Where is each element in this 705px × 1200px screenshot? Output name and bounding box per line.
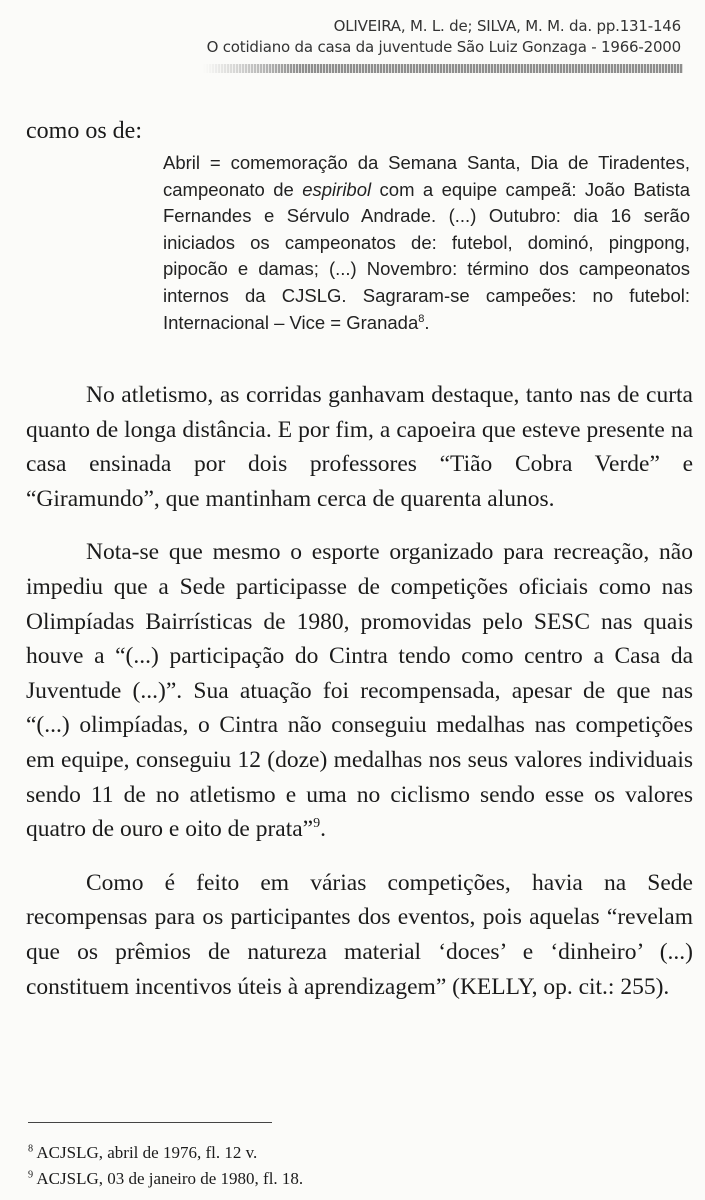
running-header <box>81 16 681 58</box>
footnotes <box>28 1140 668 1192</box>
footnote-text: ACJSLG, abril de 1976, fl. 12 v. <box>33 1143 258 1162</box>
body-paragraph-2-text: Nota-se que mesmo o esporte organizado para recreação, não impediu que a Sede participasse de competições oficiais como nas Olimpíadas Bairrísticas de 1980, promovidas pelo SESC nas quais houve a “(...) participação do Cintra tendo como centro a Casa da Juventude (...)”. Sua atuação foi recompensada, apesar de que nas “(...) olimpíadas, o Cintra não conseguiu medalhas nas competições em equipe, conseguiu 12 (doze) medalhas nos seus valores individuais sendo 11 de no atletismo e uma no ciclismo sendo esse os valores quatro de ouro e oito de prata” <box>26 539 693 843</box>
body-paragraph-1: No atletismo, as corridas ganhavam destaque, tanto nas de curta quanto de longa distância. E por fim, a capoeira que esteve presente na casa ensinada por dois professores “Tião Cobra Verde” e “Giramundo”, que mantinham cerca de quarenta alunos. <box>26 382 693 512</box>
body-paragraph-2-end: . <box>320 816 327 843</box>
header-running-title: O cotidiano da casa da juventude São Luiz Gonzaga - 1966-2000 <box>206 38 681 56</box>
quote-end-punct: . <box>424 311 430 333</box>
footnote-8 <box>28 1140 668 1166</box>
header-authors-pages: OLIVEIRA, M. L. de; SILVA, M. M. da. pp.131-146 <box>333 17 681 35</box>
footnote-9 <box>28 1166 668 1192</box>
quote-italic-term: espiribol <box>302 178 372 200</box>
lead-in-text: como os de: <box>26 118 142 144</box>
body-paragraph-3: Como é feito em várias competições, havia na Sede recompensas para os participantes dos eventos, pois aquelas “revelam que os prêmios de natureza material ‘doces’ e ‘dinheiro’ (...) constituem incentivos úteis à aprendizagem” (KELLY, op. cit.: 255). <box>26 869 693 1000</box>
body-paragraph-2 <box>26 535 693 846</box>
block-quote <box>163 150 690 336</box>
quote-text-part-1: Abril = comemoração da Semana Santa, Dia de Tiradentes, campeonato de <box>163 152 690 200</box>
footnote-text: ACJSLG, 03 de janeiro de 1980, fl. 18. <box>33 1169 304 1188</box>
footnote-number: 8 <box>28 1143 34 1155</box>
body-text <box>26 378 693 1004</box>
footnote-ref-9: 9 <box>313 815 321 832</box>
quote-paragraph <box>163 150 690 336</box>
footnote-separator <box>28 1122 272 1123</box>
footnote-number: 9 <box>28 1169 34 1181</box>
quote-text-part-2: com a equipe campeã: João Batista Fernandes e Sérvulo Andrade. (...) Outubro: dia 16 serão iniciados os campeonatos de: futebol, dominó, pingpong, pipocão e damas; (...) Novembro: término dos campeonatos internos da CJSLG. Sagraram-se campeões: no futebol: Internacional – Vice = Granada <box>163 178 690 333</box>
footnote-ref-8: 8 <box>418 312 425 325</box>
header-decorative-rule <box>203 64 683 73</box>
